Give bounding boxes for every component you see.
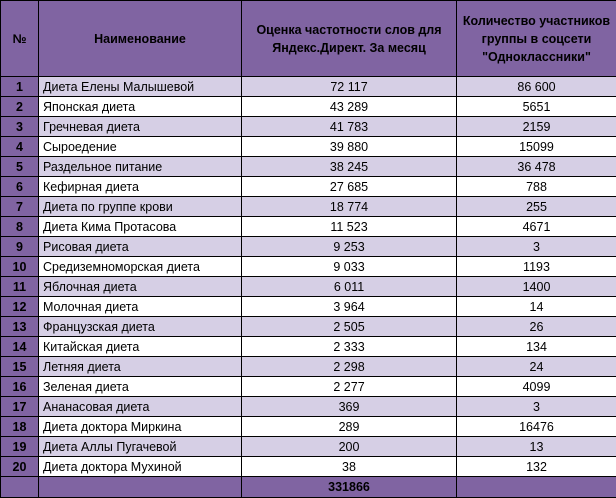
table-row — [1, 177, 616, 197]
row-number: 4 — [1, 137, 39, 157]
members-count: 16476 — [457, 417, 616, 437]
diet-name: Молочная диета — [39, 297, 242, 317]
members-count: 5651 — [457, 97, 616, 117]
frequency-value: 18 774 — [242, 197, 457, 217]
members-count: 15099 — [457, 137, 616, 157]
diet-name: Яблочная диета — [39, 277, 242, 297]
members-count: 4671 — [457, 217, 616, 237]
diet-name: Диета по группе крови — [39, 197, 242, 217]
table-row — [1, 397, 616, 417]
members-count: 3 — [457, 397, 616, 417]
row-number: 20 — [1, 457, 39, 477]
table-row — [1, 417, 616, 437]
members-count: 132 — [457, 457, 616, 477]
diet-name: Диета Аллы Пугачевой — [39, 437, 242, 457]
members-count: 14 — [457, 297, 616, 317]
diet-name: Сыроедение — [39, 137, 242, 157]
row-number: 12 — [1, 297, 39, 317]
row-number: 7 — [1, 197, 39, 217]
diet-name: Японская диета — [39, 97, 242, 117]
members-count: 86 600 — [457, 77, 616, 97]
diet-name: Диета Елены Малышевой — [39, 77, 242, 97]
diet-name: Диета доктора Миркина — [39, 417, 242, 437]
members-count: 36 478 — [457, 157, 616, 177]
diet-name: Летняя диета — [39, 357, 242, 377]
diet-name: Китайская диета — [39, 337, 242, 357]
diet-name: Раздельное питание — [39, 157, 242, 177]
members-count: 1193 — [457, 257, 616, 277]
row-number: 2 — [1, 97, 39, 117]
header-num: № — [1, 1, 39, 77]
table-row — [1, 317, 616, 337]
row-number: 16 — [1, 377, 39, 397]
members-count: 3 — [457, 237, 616, 257]
frequency-value: 6 011 — [242, 277, 457, 297]
table-row — [1, 197, 616, 217]
row-number: 15 — [1, 357, 39, 377]
diet-name: Ананасовая диета — [39, 397, 242, 417]
table-body — [1, 77, 616, 477]
row-number: 14 — [1, 337, 39, 357]
table-row — [1, 437, 616, 457]
row-number: 10 — [1, 257, 39, 277]
diet-name: Кефирная диета — [39, 177, 242, 197]
members-count: 26 — [457, 317, 616, 337]
frequency-value: 9 253 — [242, 237, 457, 257]
diet-name: Зеленая диета — [39, 377, 242, 397]
table-row — [1, 457, 616, 477]
members-count: 13 — [457, 437, 616, 457]
row-number: 13 — [1, 317, 39, 337]
table-row — [1, 257, 616, 277]
total-empty-cell — [39, 477, 242, 498]
header-odnoklassniki: Количество участников группы в соцсети "Одноклассники" — [457, 1, 616, 77]
diet-name: Французская диета — [39, 317, 242, 337]
frequency-value: 43 289 — [242, 97, 457, 117]
frequency-value: 27 685 — [242, 177, 457, 197]
row-number: 9 — [1, 237, 39, 257]
table-row — [1, 357, 616, 377]
members-count: 2159 — [457, 117, 616, 137]
total-empty-cell — [1, 477, 39, 498]
table-row — [1, 137, 616, 157]
members-count: 4099 — [457, 377, 616, 397]
table-row — [1, 77, 616, 97]
frequency-value: 41 783 — [242, 117, 457, 137]
members-count: 255 — [457, 197, 616, 217]
table-row — [1, 217, 616, 237]
row-number: 8 — [1, 217, 39, 237]
frequency-value: 200 — [242, 437, 457, 457]
members-count: 1400 — [457, 277, 616, 297]
table-row — [1, 297, 616, 317]
table-row — [1, 237, 616, 257]
diet-name: Гречневая диета — [39, 117, 242, 137]
table-row — [1, 97, 616, 117]
total-empty-cell — [457, 477, 616, 498]
frequency-value: 38 245 — [242, 157, 457, 177]
frequency-value: 72 117 — [242, 77, 457, 97]
row-number: 1 — [1, 77, 39, 97]
diet-name: Средиземноморская диета — [39, 257, 242, 277]
members-count: 24 — [457, 357, 616, 377]
frequency-value: 2 505 — [242, 317, 457, 337]
frequency-value: 2 277 — [242, 377, 457, 397]
row-number: 19 — [1, 437, 39, 457]
frequency-value: 2 333 — [242, 337, 457, 357]
row-number: 5 — [1, 157, 39, 177]
frequency-value: 369 — [242, 397, 457, 417]
total-value: 331866 — [242, 477, 457, 498]
diet-name: Рисовая диета — [39, 237, 242, 257]
members-count: 788 — [457, 177, 616, 197]
row-number: 6 — [1, 177, 39, 197]
diet-name: Диета Кима Протасова — [39, 217, 242, 237]
header-name: Наименование — [39, 1, 242, 77]
table-row — [1, 277, 616, 297]
frequency-value: 39 880 — [242, 137, 457, 157]
frequency-value: 3 964 — [242, 297, 457, 317]
table-row — [1, 337, 616, 357]
table-row — [1, 377, 616, 397]
frequency-value: 11 523 — [242, 217, 457, 237]
frequency-value: 289 — [242, 417, 457, 437]
frequency-value: 2 298 — [242, 357, 457, 377]
header-frequency: Оценка частотности слов для Яндекс.Директ. За месяц — [242, 1, 457, 77]
frequency-value: 38 — [242, 457, 457, 477]
total-row — [1, 477, 616, 498]
row-number: 3 — [1, 117, 39, 137]
members-count: 134 — [457, 337, 616, 357]
row-number: 17 — [1, 397, 39, 417]
diet-name: Диета доктора Мухиной — [39, 457, 242, 477]
frequency-value: 9 033 — [242, 257, 457, 277]
header-row — [1, 1, 616, 77]
row-number: 18 — [1, 417, 39, 437]
row-number: 11 — [1, 277, 39, 297]
table-row — [1, 117, 616, 137]
table-row — [1, 157, 616, 177]
